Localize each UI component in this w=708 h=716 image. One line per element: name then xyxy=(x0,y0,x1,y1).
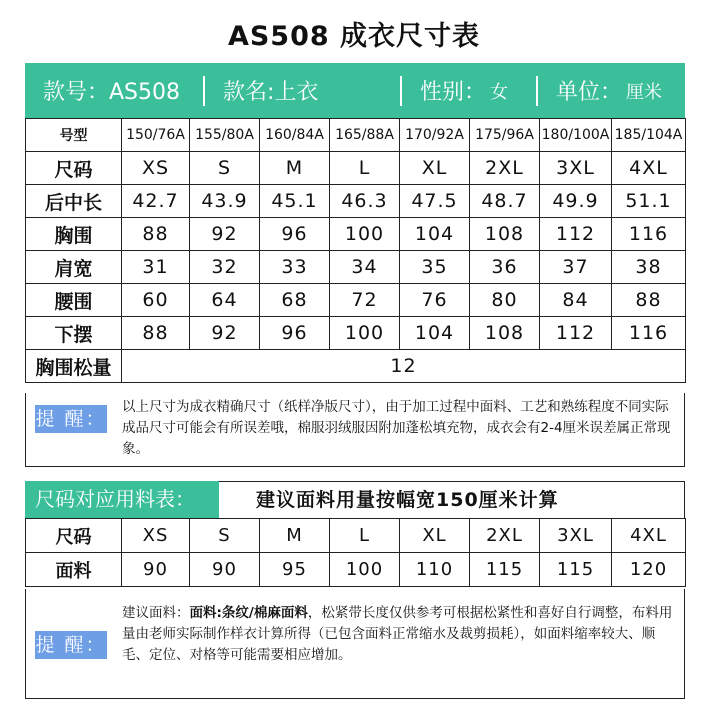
unit xyxy=(538,63,683,118)
fabric-size-cell: 2XL xyxy=(470,519,540,553)
page-title: AS508 成衣尺寸表 xyxy=(227,21,481,52)
table-cell: 51.1 xyxy=(612,185,686,218)
fabric-size-row xyxy=(26,519,686,553)
table-cell: 31 xyxy=(122,251,190,284)
gender xyxy=(402,63,536,118)
row-label: 胸围 xyxy=(26,218,122,251)
ease-label: 胸围松量 xyxy=(26,350,122,383)
size-table-row xyxy=(26,317,686,350)
table-cell: 68 xyxy=(260,284,330,317)
row-label: 后中长 xyxy=(26,185,122,218)
table-cell: XL xyxy=(400,152,470,185)
table-cell: 88 xyxy=(122,317,190,350)
table-cell: 49.9 xyxy=(540,185,612,218)
fabric-amount-cell: 90 xyxy=(122,553,190,587)
fabric-reminder-badge: 提 醒： xyxy=(35,631,107,659)
fabric-amount-cell: 110 xyxy=(400,553,470,587)
row-label: 下摆 xyxy=(26,317,122,350)
fabric-reminder-prefix: 建议面料： xyxy=(122,605,190,621)
fabric-amount-label: 面料 xyxy=(26,553,122,587)
table-cell: 104 xyxy=(400,218,470,251)
table-cell: 104 xyxy=(400,317,470,350)
size-table-row xyxy=(26,284,686,317)
table-cell: 3XL xyxy=(540,152,612,185)
fabric-size-cell: XS xyxy=(122,519,190,553)
fabric-amount-cell: 95 xyxy=(260,553,330,587)
table-cell: XS xyxy=(122,152,190,185)
reminder-text: 以上尺寸为成衣精确尺寸（纸样净版尺寸），由于加工过程中面料、工艺和熟练程度不同实际成品尺寸可能会有所误差哦，棉服羽绒服因附加蓬松填充物，成衣会有2-4厘米误差属正常现象。 xyxy=(122,399,671,457)
row-label: 尺码 xyxy=(26,152,122,185)
table-cell: 165/88A xyxy=(330,119,400,152)
size-table xyxy=(25,118,686,383)
style-number: 款号：AS508 xyxy=(43,80,181,105)
table-cell: 46.3 xyxy=(330,185,400,218)
table-cell: 100 xyxy=(330,218,400,251)
fabric-reminder-rest: ，松紧带长度仅供参考可根据松紧性和喜好自行调整，布料用量由老师实际制作样衣计算所得（已包含面料正常缩水及裁剪损耗），如面料缩率较大、顺毛、定位、对格等可能需要相应增加。 xyxy=(122,605,673,663)
table-cell: 35 xyxy=(400,251,470,284)
table-cell: 112 xyxy=(540,317,612,350)
size-table-row xyxy=(26,152,686,185)
style-name: 款名:上衣 xyxy=(223,80,319,105)
table-cell: 170/92A xyxy=(400,119,470,152)
gender-label: 性别： xyxy=(420,80,487,105)
fabric-size-cell: 3XL xyxy=(540,519,612,553)
table-cell: 175/96A xyxy=(470,119,540,152)
table-cell: 96 xyxy=(260,218,330,251)
fabric-reminder-box xyxy=(25,589,685,699)
ease-row xyxy=(26,350,686,383)
table-cell: 48.7 xyxy=(470,185,540,218)
table-cell: 116 xyxy=(612,218,686,251)
fabric-size-cell: XL xyxy=(400,519,470,553)
table-cell: 2XL xyxy=(470,152,540,185)
table-cell: 112 xyxy=(540,218,612,251)
table-cell: 180/100A xyxy=(540,119,612,152)
table-cell: 64 xyxy=(190,284,260,317)
fabric-size-cell: M xyxy=(260,519,330,553)
fabric-amount-cell: 100 xyxy=(330,553,400,587)
table-cell: 36 xyxy=(470,251,540,284)
table-cell: 34 xyxy=(330,251,400,284)
table-cell: 96 xyxy=(260,317,330,350)
table-cell: 100 xyxy=(330,317,400,350)
fabric-size-cell: S xyxy=(190,519,260,553)
fabric-table xyxy=(25,518,686,587)
unit-label: 单位： xyxy=(556,80,623,105)
table-cell: 47.5 xyxy=(400,185,470,218)
table-cell: 45.1 xyxy=(260,185,330,218)
table-cell: 60 xyxy=(122,284,190,317)
table-cell: 33 xyxy=(260,251,330,284)
fabric-size-cell: 4XL xyxy=(612,519,686,553)
table-cell: 88 xyxy=(122,218,190,251)
table-cell: 88 xyxy=(612,284,686,317)
table-cell: 43.9 xyxy=(190,185,260,218)
row-label: 号型 xyxy=(26,119,122,152)
table-cell: 155/80A xyxy=(190,119,260,152)
table-cell: S xyxy=(190,152,260,185)
fabric-amount-cell: 90 xyxy=(190,553,260,587)
table-cell: L xyxy=(330,152,400,185)
table-cell: 42.7 xyxy=(122,185,190,218)
table-cell: 108 xyxy=(470,218,540,251)
size-table-row xyxy=(26,251,686,284)
table-cell: 38 xyxy=(612,251,686,284)
fabric-amount-cell: 115 xyxy=(540,553,612,587)
size-table-row xyxy=(26,218,686,251)
fabric-amount-cell: 120 xyxy=(612,553,686,587)
table-cell: M xyxy=(260,152,330,185)
table-cell: 116 xyxy=(612,317,686,350)
reminder-badge: 提 醒： xyxy=(35,405,107,433)
table-cell: 37 xyxy=(540,251,612,284)
fabric-amount-row xyxy=(26,553,686,587)
fabric-amount-cell: 115 xyxy=(470,553,540,587)
fabric-table-label: 尺码对应用料表： xyxy=(25,481,219,518)
table-cell: 32 xyxy=(190,251,260,284)
reminder-box xyxy=(25,393,685,467)
fabric-reminder-bold: 面料:条纹/棉麻面料 xyxy=(189,605,308,621)
fabric-width-note: 建议面料用量按幅宽150厘米计算 xyxy=(256,489,559,511)
info-bar xyxy=(25,63,685,118)
gender-value: 女 xyxy=(490,81,509,103)
table-cell: 84 xyxy=(540,284,612,317)
fabric-header xyxy=(25,481,685,518)
table-cell: 72 xyxy=(330,284,400,317)
table-cell: 76 xyxy=(400,284,470,317)
row-label: 肩宽 xyxy=(26,251,122,284)
table-cell: 4XL xyxy=(612,152,686,185)
table-cell: 185/104A xyxy=(612,119,686,152)
ease-value: 12 xyxy=(122,350,686,383)
table-cell: 108 xyxy=(470,317,540,350)
fabric-size-label: 尺码 xyxy=(26,519,122,553)
table-cell: 92 xyxy=(190,317,260,350)
row-label: 腰围 xyxy=(26,284,122,317)
unit-value: 厘米 xyxy=(626,81,663,103)
size-table-row xyxy=(26,185,686,218)
fabric-size-cell: L xyxy=(330,519,400,553)
table-cell: 150/76A xyxy=(122,119,190,152)
fabric-reminder-text xyxy=(122,603,678,666)
table-cell: 160/84A xyxy=(260,119,330,152)
table-cell: 92 xyxy=(190,218,260,251)
table-cell: 80 xyxy=(470,284,540,317)
size-table-row xyxy=(26,119,686,152)
